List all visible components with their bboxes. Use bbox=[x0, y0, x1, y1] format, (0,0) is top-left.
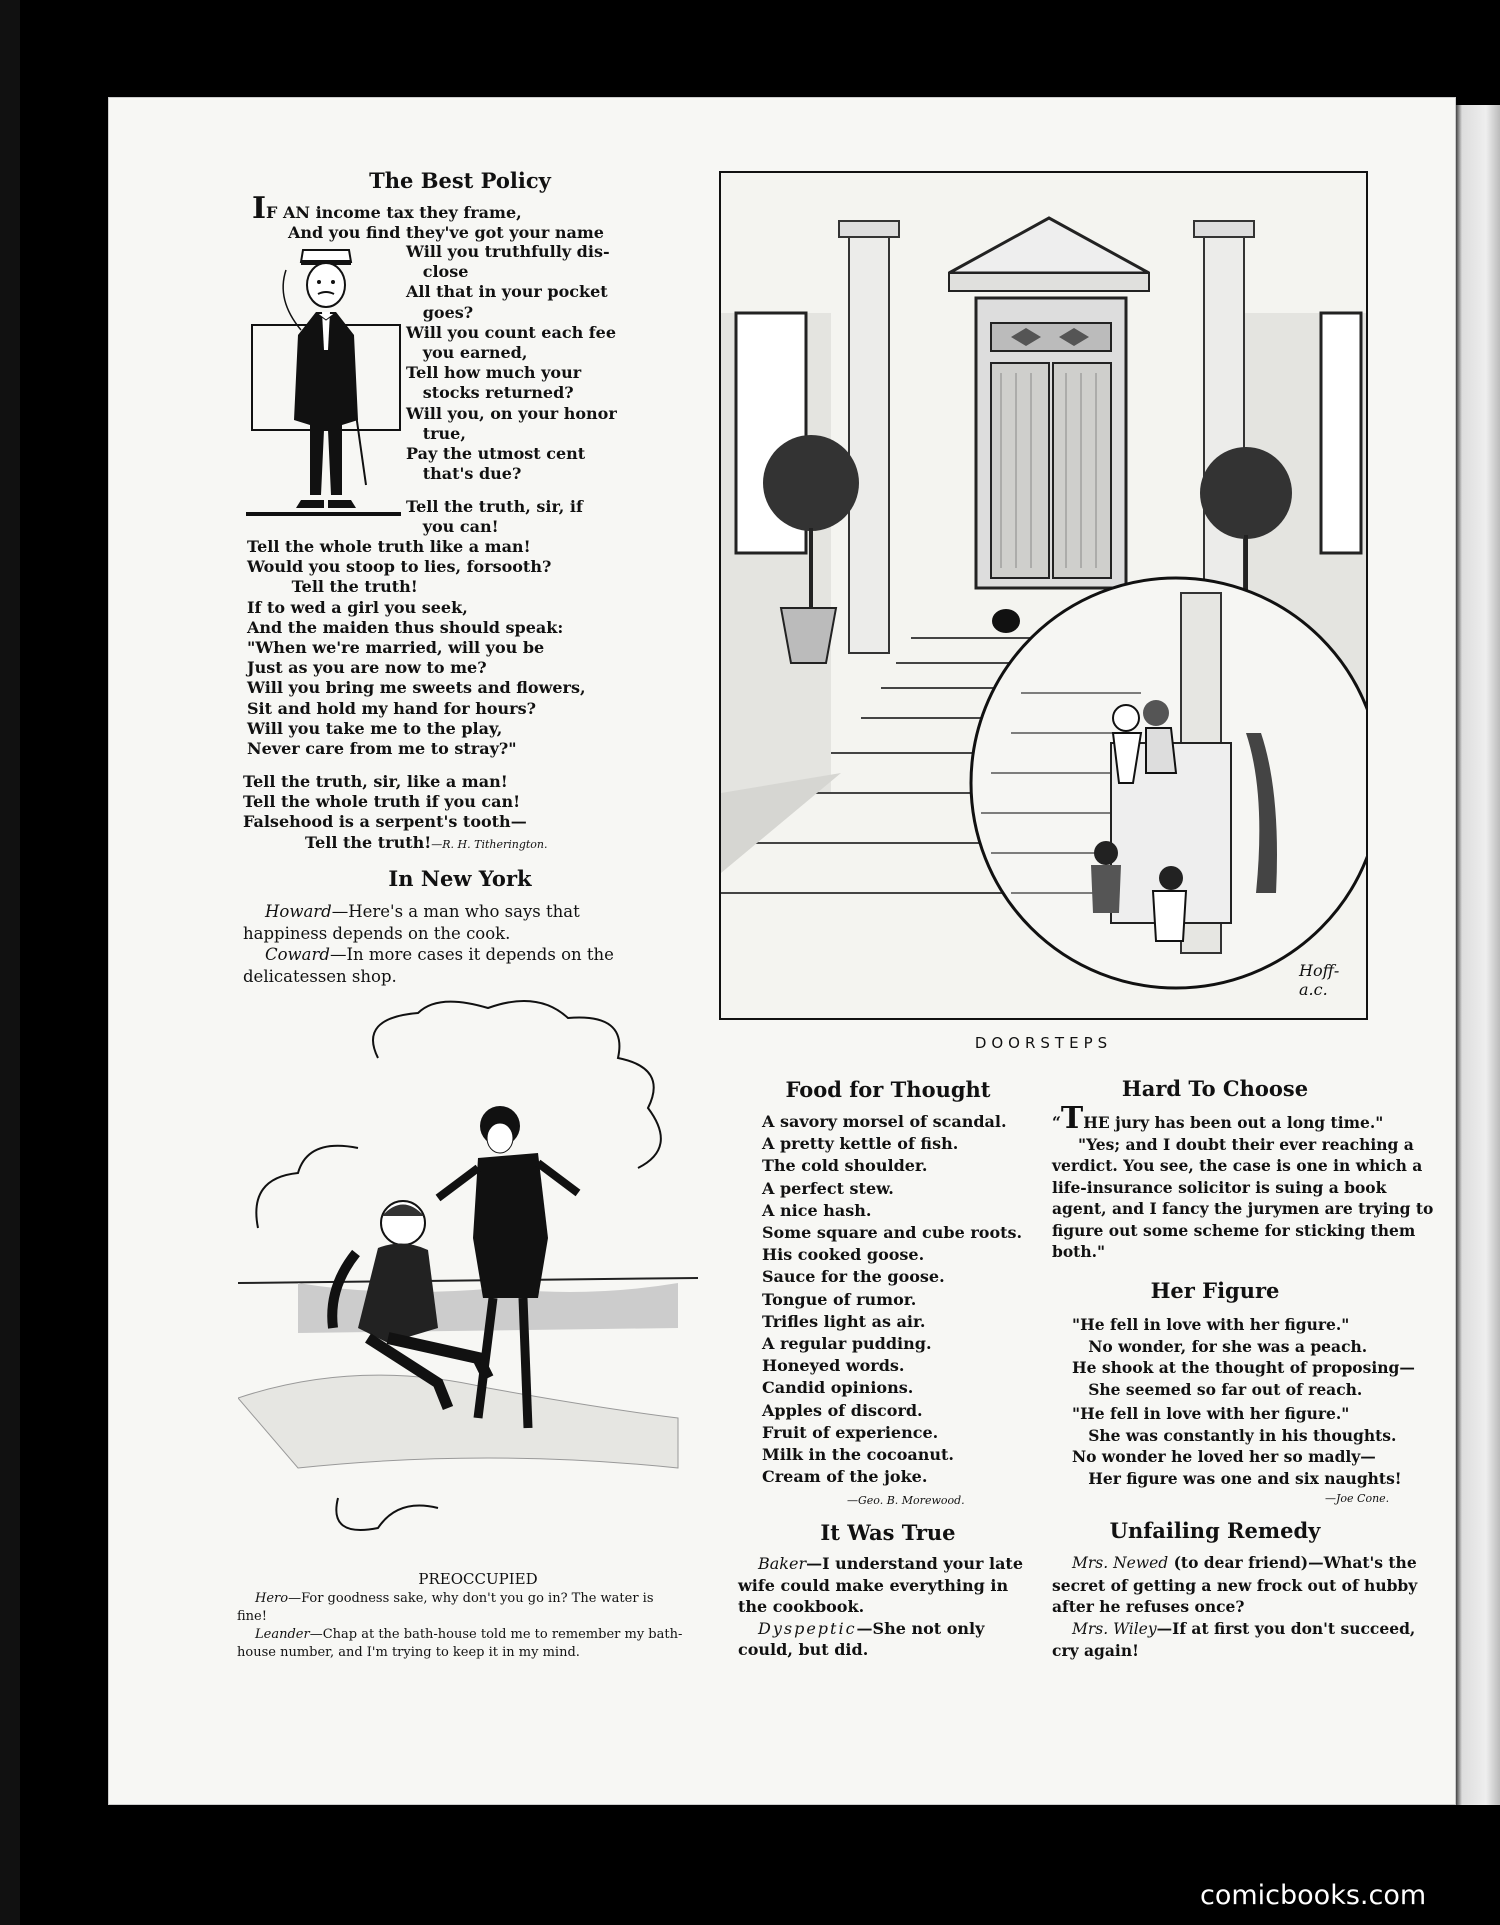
man-cartoon-illustration bbox=[246, 240, 406, 520]
best-policy-last-line: Tell the truth!—R. H. Titherington. bbox=[305, 833, 548, 852]
her-figure-stanza-2: "He fell in love with her figure." She was constantly in his thoughts. No wonder he loved her so madly— Her figure was one and six naughts! bbox=[1072, 1404, 1402, 1488]
artist-signature: Hoff-a.c. bbox=[1299, 961, 1340, 999]
food-list: A savory morsel of scandal. A pretty kettle of fish. The cold shoulder. A perfect stew. A nice hash. Some square and cube roots. His cooked goose. Sauce for the goose. Tongue of rumor. Trifles light as air. A regular pudding. Honeyed words. Candid opinions. Apples of discord. Fruit of experience. Milk in the cocoanut. Cream of the joke. bbox=[762, 1112, 1023, 1487]
hard-to-choose-title: Hard To Choose bbox=[1121, 1076, 1309, 1101]
best-policy-title: The Best Policy bbox=[369, 168, 551, 193]
her-figure-title: Her Figure bbox=[1150, 1278, 1280, 1303]
food-title: Food for Thought bbox=[785, 1077, 991, 1102]
best-policy-refrain: Tell the truth, sir, if you can! bbox=[406, 497, 583, 537]
best-policy-stanza-2: Tell the whole truth like a man! Would you stoop to lies, forsooth? Tell the truth! If to wed a girl you seek, And the maiden thus should speak: "When we're married, will you be Just as you are now to me? Will you bring me sweets and flowers, Sit and hold my hand for hours? Will you take me to the play, Never care from me to stray?" bbox=[247, 537, 586, 759]
doorsteps-illustration bbox=[719, 171, 1368, 1020]
next-page-edge bbox=[1456, 105, 1500, 1805]
preoccupied-dialogue: Hero—For goodness sake, why don't you go in? The water is fine! Leander—Chap at the bath-house told me to remember my bath-house number, and I'm trying to keep it in my mind. bbox=[237, 1591, 683, 1660]
it-was-true-text: Baker—I understand your late wife could make everything in the cookbook. Dyspeptic—She not only could, but did. bbox=[738, 1554, 1023, 1659]
preoccupied-caption: PREOCCUPIED bbox=[418, 1570, 538, 1588]
site-watermark: comicbooks.com bbox=[1200, 1880, 1427, 1911]
doorsteps-caption: DOORSTEPS bbox=[974, 1034, 1113, 1052]
her-figure-author: —Joe Cone. bbox=[1325, 1492, 1390, 1505]
food-author: —Geo. B. Morewood. bbox=[847, 1494, 965, 1507]
hard-to-choose-text: “THE jury has been out a long time." "Yes; and I doubt their ever reaching a verdict. You see, the case is one in which a life-insurance solicitor is suing a book agent, and I fancy the jurymen are trying to figure out some scheme for sticking them both." bbox=[1052, 1101, 1434, 1261]
best-policy-intro-line2: And you find they've got your name bbox=[288, 223, 604, 242]
best-policy-side-stanza: Will you truthfully dis- close All that in your pocket goes? Will you count each fee you earned, Tell how much your stocks returned? Will you, on your honor true, Pay the utmost cent that's due? bbox=[406, 242, 617, 484]
best-policy-intro: IF AN income tax they frame, bbox=[252, 191, 522, 226]
scan-edge bbox=[0, 0, 20, 1925]
it-was-true-title: It Was True bbox=[820, 1520, 956, 1545]
her-figure-stanza-1: "He fell in love with her figure." No wonder, for she was a peach. He shook at the thought of proposing— She seemed so far out of reach. bbox=[1072, 1315, 1415, 1399]
unfailing-remedy-text: Mrs. Newed (to dear friend)—What's the secret of getting a new frock out of hubby after he refuses once? Mrs. Wiley—If at first you don't succeed, cry again! bbox=[1052, 1553, 1418, 1660]
best-policy-author: —R. H. Titherington. bbox=[431, 838, 548, 851]
unfailing-remedy-title: Unfailing Remedy bbox=[1109, 1518, 1321, 1543]
preoccupied-illustration bbox=[238, 998, 718, 1568]
new-york-text: Howard—Here's a man who says that happiness depends on the cook. Coward—In more cases it depends on the delicatessen shop. bbox=[243, 902, 614, 986]
best-policy-stanza-3: Tell the truth, sir, like a man! Tell the whole truth if you can! Falsehood is a serpent's tooth— bbox=[243, 772, 527, 832]
new-york-title: In New York bbox=[388, 866, 532, 891]
